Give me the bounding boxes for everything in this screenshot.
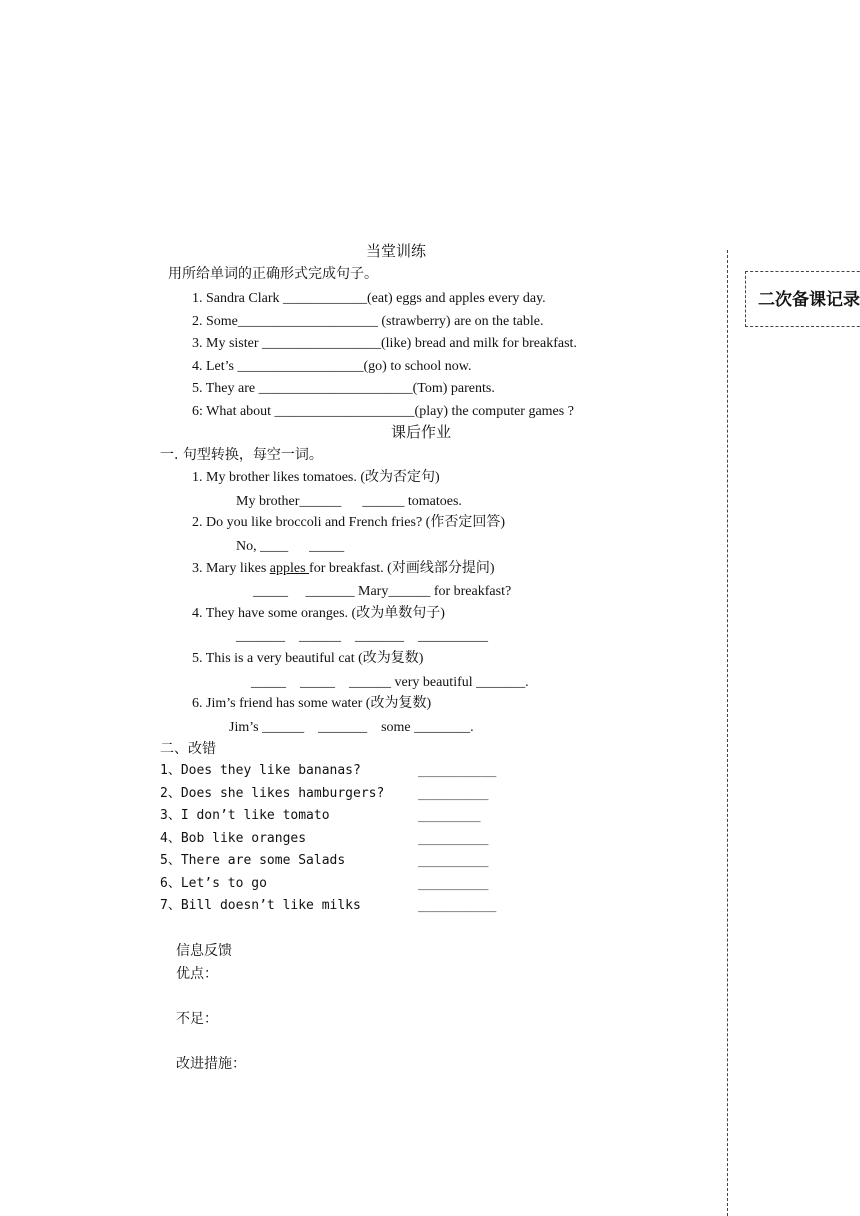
correction-item: 3、I don’t like tomato	[160, 808, 330, 823]
section1-a4: _______ ______ _______ __________	[236, 629, 488, 644]
feedback-title: 信息反馈	[176, 943, 232, 959]
classroom-item-2: 2. Some____________________ (strawberry) are on the table.	[192, 314, 544, 329]
correction-item: 5、There are some Salads	[160, 853, 346, 868]
classroom-instruction: 用所给单词的正确形式完成句子。	[168, 266, 378, 282]
section1-a5: _____ _____ ______ very beautiful _______.	[251, 675, 529, 690]
classroom-title: 当堂训练	[366, 242, 427, 260]
correction-blank: _________	[418, 831, 489, 846]
section1-q2: 2. Do you like broccoli and French fries? (作否定回答)	[192, 515, 505, 530]
margin-divider	[727, 250, 728, 1216]
section1-a3: _____ _______ Mary______ for breakfast?	[253, 584, 512, 599]
section1-a2: No, ____ _____	[236, 539, 345, 554]
classroom-item-6: 6: What about ____________________(play) the computer games ?	[192, 404, 574, 419]
classroom-item-1: 1. Sandra Clark ____________(eat) eggs and apples every day.	[192, 291, 546, 306]
section1-a1: My brother______ ______ tomatoes.	[236, 494, 462, 509]
correction-item: 4、Bob like oranges	[160, 831, 307, 846]
classroom-item-5: 5. They are ______________________(Tom) parents.	[192, 381, 495, 396]
correction-blank: __________	[418, 763, 497, 778]
correction-item: 2、Does she likes hamburgers?	[160, 786, 385, 801]
section1-a6: Jim’s ______ _______ some ________.	[229, 720, 474, 735]
feedback-merits: 优点：	[176, 966, 218, 982]
section1-q4: 4. They have some oranges. (改为单数句子)	[192, 606, 445, 621]
feedback-shortcomings: 不足：	[176, 1011, 218, 1027]
lesson-notes-title: 二次备课记录	[758, 290, 860, 310]
correction-blank: _________	[418, 786, 489, 801]
correction-blank: _________	[418, 876, 489, 891]
section1-heading: 一. 句型转换，每空一词。	[160, 447, 323, 463]
homework-title: 课后作业	[391, 423, 452, 441]
section1-q3-underlined: apples	[269, 561, 310, 576]
section1-q6: 6. Jim’s friend has some water (改为复数)	[192, 696, 432, 711]
correction-blank: _________	[418, 853, 489, 868]
correction-item: 6、Let’s to go	[160, 876, 267, 891]
lesson-notes-box	[745, 271, 860, 327]
feedback-improvements: 改进措施：	[176, 1056, 246, 1072]
correction-blank: __________	[418, 898, 497, 913]
section1-q1: 1. My brother likes tomatoes. (改为否定句)	[192, 470, 440, 485]
section1-q5: 5. This is a very beautiful cat (改为复数)	[192, 651, 424, 666]
correction-blank: ________	[418, 808, 481, 823]
correction-item: 7、Bill doesn’t like milks	[160, 898, 361, 913]
correction-item: 1、Does they like bananas?	[160, 763, 361, 778]
section1-q3-after: for breakfast. (对画线部分提问)	[309, 561, 495, 576]
classroom-item-4: 4. Let’s __________________(go) to school now.	[192, 359, 472, 374]
section1-q3	[192, 560, 494, 578]
classroom-item-3: 3. My sister _________________(like) bread and milk for breakfast.	[192, 336, 577, 351]
section2-heading: 二、改错	[160, 741, 216, 757]
section1-q3-before: 3. Mary likes	[192, 561, 270, 576]
